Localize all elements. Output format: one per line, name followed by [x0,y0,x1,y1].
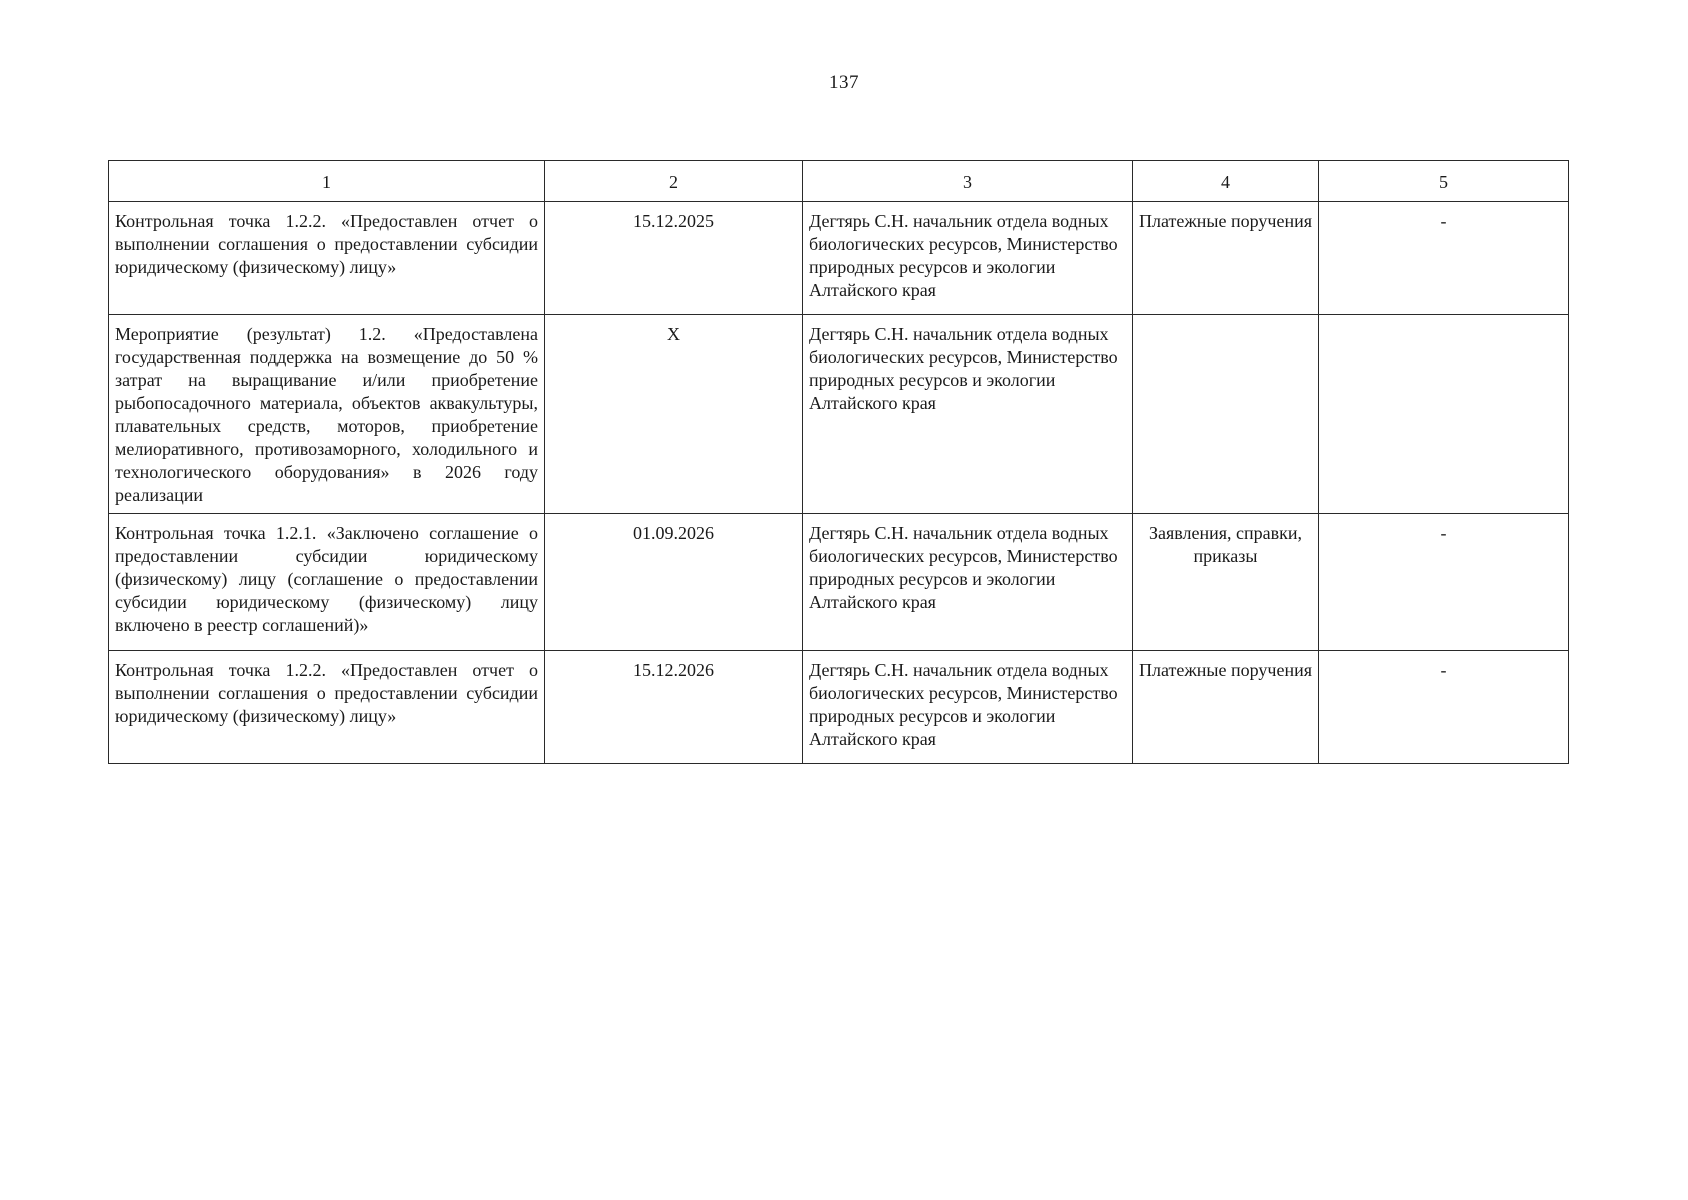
column-header-2: 2 [545,161,803,202]
row-description-cell: Мероприятие (результат) 1.2. «Предоставлена государственная поддержка на возмещение до 50 % затрат на выращивание и/или приобретение рыбопосадочного материала, объектов аквакультуры, плавательных средств, моторов, приобретение мелиоративного, противозаморного, холодильного и технологического оборудования» в 2026 году реализации [109,315,545,514]
row-description-cell: Контрольная точка 1.2.2. «Предоставлен отчет о выполнении соглашения о предоставлении субсидии юридическому (физическому) лицу» [109,651,545,764]
column-header-3: 3 [803,161,1133,202]
column-header-4: 4 [1133,161,1319,202]
row-description-cell: Контрольная точка 1.2.2. «Предоставлен отчет о выполнении соглашения о предоставлении субсидии юридическому (физическому) лицу» [109,202,545,315]
column-header-1: 1 [109,161,545,202]
row-date-cell: 15.12.2025 [545,202,803,315]
row-extra-cell [1319,315,1569,514]
row-responsible-cell: Дегтярь С.Н. начальник отдела водных биологических ресурсов, Министерство природных ресурсов и экологии Алтайского края [803,315,1133,514]
table-row [109,651,1569,764]
column-header-5: 5 [1319,161,1569,202]
row-date-cell: Х [545,315,803,514]
row-responsible-cell: Дегтярь С.Н. начальник отдела водных биологических ресурсов, Министерство природных ресурсов и экологии Алтайского края [803,514,1133,651]
table-row [109,514,1569,651]
row-document-cell: Заявления, справки, приказы [1133,514,1319,651]
row-extra-cell: - [1319,651,1569,764]
row-responsible-cell: Дегтярь С.Н. начальник отдела водных биологических ресурсов, Министерство природных ресурсов и экологии Алтайского края [803,202,1133,315]
row-date-cell: 15.12.2026 [545,651,803,764]
table-header-row [109,161,1569,202]
table-row [109,202,1569,315]
table-row [109,315,1569,514]
row-document-cell [1133,315,1319,514]
row-document-cell: Платежные поручения [1133,202,1319,315]
row-date-cell: 01.09.2026 [545,514,803,651]
row-description-cell: Контрольная точка 1.2.1. «Заключено соглашение о предоставлении субсидии юридическому (физическому) лицу (соглашение о предоставлении субсидии юридическому (физическому) лицу включено в реестр соглашений)» [109,514,545,651]
row-document-cell: Платежные поручения [1133,651,1319,764]
row-extra-cell: - [1319,514,1569,651]
plan-table [108,160,1569,764]
row-responsible-cell: Дегтярь С.Н. начальник отдела водных биологических ресурсов, Министерство природных ресурсов и экологии Алтайского края [803,651,1133,764]
row-extra-cell: - [1319,202,1569,315]
page-number: 137 [829,72,859,93]
